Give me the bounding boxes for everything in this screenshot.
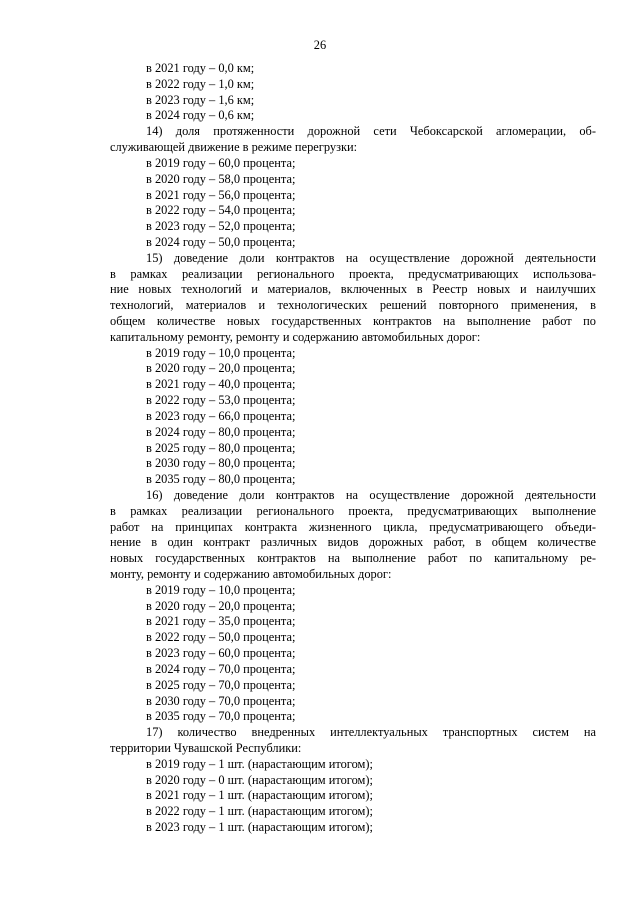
text-line: 16) доведение доли контрактов на осуществление дорожной деятельности [146,487,596,502]
text-line: монту, ремонту и содержанию автомобильных дорог: [110,567,392,581]
text-line: в 2035 году – 70,0 процента; [146,709,296,724]
text-line: общем количестве новых государственных контрактов на выполнение работ по [110,314,596,328]
text-line: в 2023 году – 1 шт. (нарастающим итогом); [146,820,373,834]
text-line: работ на принципах контракта жизненного цикла, предусматривающего объеди- [110,519,596,534]
text-line: в 2030 году – 70,0 процента; [146,693,296,708]
text-line: территории Чувашской Республики: [110,740,302,755]
text-line: в 2022 году – 1 шт. (нарастающим итогом); [146,804,373,819]
text-line: в 2024 году – 50,0 процента; [146,234,296,249]
document-body [110,61,596,836]
text-line: в 2019 году – 1 шт. (нарастающим итогом); [146,756,373,771]
text-line: новых государственных контрактов на выполнение работ по капитальному ре- [110,551,596,566]
text-line: в 2019 году – 60,0 процента; [146,155,296,170]
text-line: 14) доля протяженности дорожной сети Чебоксарской агломерации, об- [146,124,596,139]
text-line: технологий, материалов и технологических решений повторного применения, в [110,298,596,313]
text-line: нение в один контракт различных видов дорожных работ, в общем количестве [110,535,596,550]
text-line: в 2023 году – 66,0 процента; [146,408,296,423]
text-line: служивающей движение в режиме перегрузки: [110,140,358,155]
text-line: в 2024 году – 80,0 процента; [146,424,296,439]
text-line: в рамках реализации регионального проекта, предусматривающих использова- [110,266,596,281]
text-line: 15) доведение доли контрактов на осуществление дорожной деятельности [146,250,596,265]
text-line: ние новых технологий и материалов, включенных в Реестр новых и наилучших [110,282,596,297]
text-line: капитальному ремонту, ремонту и содержанию автомобильных дорог: [110,329,481,344]
text-line: в 2020 году – 20,0 процента; [146,598,296,613]
text-line: 17) количество внедренных интеллектуальных транспортных систем на [146,725,596,740]
text-line: в 2021 году – 0,0 км; [146,61,255,75]
text-line: в 2021 году – 1 шт. (нарастающим итогом); [146,788,373,803]
text-line: в 2019 году – 10,0 процента; [146,582,296,597]
text-line: в 2030 году – 80,0 процента; [146,456,296,471]
text-line: в 2020 году – 20,0 процента; [146,361,296,376]
text-line: в 2020 году – 58,0 процента; [146,171,296,186]
text-line: в рамках реализации регионального проекта, предусматривающих выполнение [110,503,596,518]
text-line: в 2023 году – 52,0 процента; [146,219,296,234]
text-line: в 2022 году – 1,0 км; [146,76,255,91]
text-line: в 2023 году – 1,6 км; [146,92,255,107]
text-line: в 2025 году – 80,0 процента; [146,440,296,455]
text-line: в 2024 году – 70,0 процента; [146,661,296,676]
text-line: в 2021 году – 56,0 процента; [146,187,296,202]
text-line: в 2025 году – 70,0 процента; [146,677,296,692]
text-line: в 2020 году – 0 шт. (нарастающим итогом); [146,772,373,787]
text-line: в 2019 году – 10,0 процента; [146,345,296,360]
text-line: в 2022 году – 53,0 процента; [146,393,296,408]
text-line: в 2021 году – 35,0 процента; [146,614,296,629]
text-line: в 2022 году – 54,0 процента; [146,203,296,218]
text-line: в 2023 году – 60,0 процента; [146,646,296,661]
page-number: 26 [313,38,327,52]
text-line: в 2022 году – 50,0 процента; [146,630,296,645]
text-line: в 2021 году – 40,0 процента; [146,377,296,392]
text-line: в 2024 году – 0,6 км; [146,108,255,123]
text-line: в 2035 году – 80,0 процента; [146,472,296,487]
